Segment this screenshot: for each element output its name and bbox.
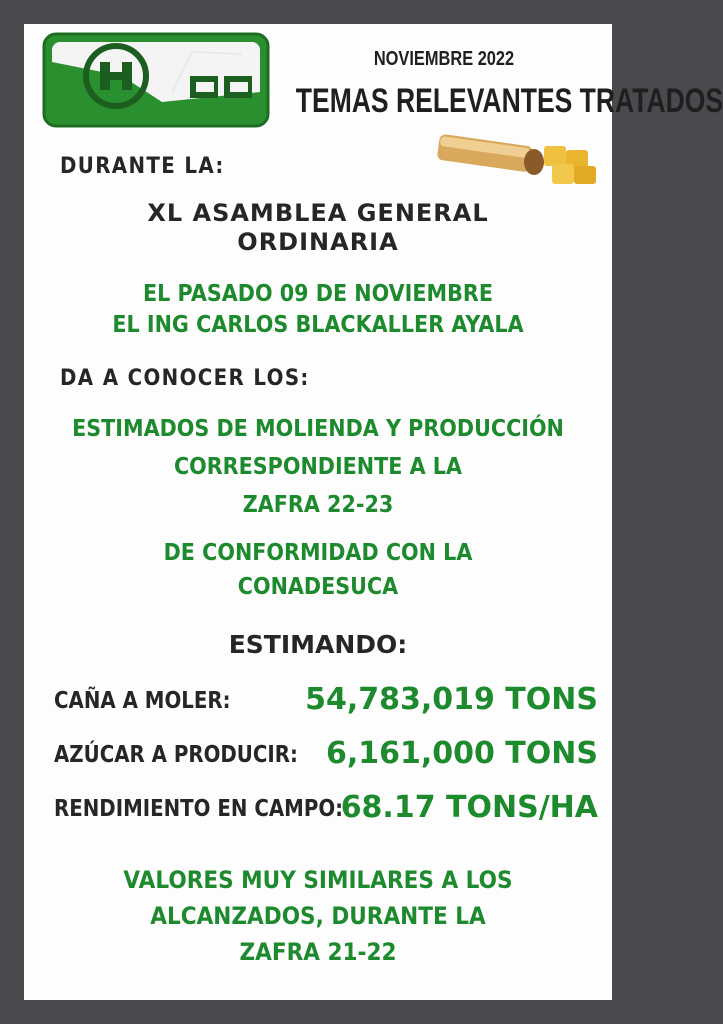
stat-value-sugar: 6,161,000 TONS: [325, 736, 598, 771]
estimates-line-1: ESTIMADOS DE MOLIENDA Y PRODUCCIÓN: [72, 416, 564, 442]
footer-line-3: ZAFRA 21-22: [239, 938, 397, 966]
assembly-line-2: ORDINARIA: [237, 228, 399, 256]
stat-label-sugar: AZÚCAR A PRODUCIR:: [54, 742, 298, 768]
stat-value-cane: 54,783,019 TONS: [305, 682, 598, 717]
estimates-line-3: ZAFRA 22-23: [242, 492, 394, 518]
announcement-card: [24, 24, 723, 1000]
conformity-line-2: CONADESUCA: [237, 574, 399, 600]
estimating-label: ESTIMANDO:: [228, 630, 408, 659]
footer-line-2: ALCANZADOS, DURANTE LA: [150, 902, 486, 930]
sugar-cane-cubes-icon: [434, 134, 602, 188]
header-date: NOVIEMBRE 2022: [373, 48, 515, 70]
footer-line-1: VALORES MUY SIMILARES A LOS: [123, 866, 513, 894]
conformity-line-1: DE CONFORMIDAD CON LA: [163, 540, 473, 566]
union-cane-logo-icon: [42, 32, 270, 128]
date-line: EL PASADO 09 DE NOVIEMBRE: [143, 281, 493, 307]
estimates-line-2: CORRESPONDIENTE A LA: [173, 454, 463, 480]
assembly-line-1: XL ASAMBLEA GENERAL: [147, 199, 489, 227]
header-title: TEMAS RELEVANTES TRATADOS: [295, 82, 723, 120]
reveal-label: DA A CONOCER LOS:: [60, 366, 310, 391]
stat-label-yield: RENDIMIENTO EN CAMPO:: [54, 796, 344, 822]
stat-label-cane: CAÑA A MOLER:: [54, 688, 231, 714]
person-line: EL ING CARLOS BLACKALLER AYALA: [112, 312, 524, 338]
stat-value-yield: 68.17 TONS/HA: [340, 790, 598, 825]
intro-label: DURANTE LA:: [60, 154, 225, 179]
